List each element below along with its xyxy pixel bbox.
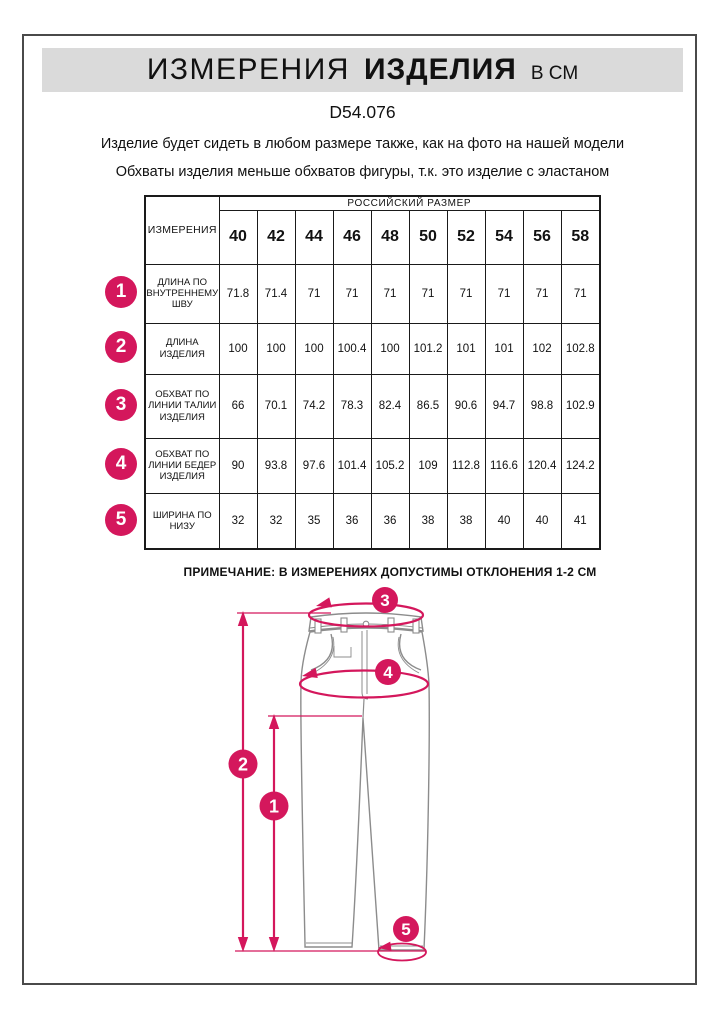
value-cell: 100 (295, 323, 333, 374)
row-number-badge-1: 1 (105, 276, 137, 308)
title-product: ИЗДЕЛИЯ (363, 53, 517, 86)
size-header: 56 (523, 210, 561, 264)
value-cell: 102 (523, 323, 561, 374)
value-cell: 35 (295, 493, 333, 549)
size-measurements-table (144, 195, 601, 550)
arrow-icon (238, 937, 248, 952)
page-title (42, 48, 683, 92)
callout-2: 2 (237, 754, 249, 775)
value-cell: 71 (485, 264, 523, 323)
size-header: 44 (295, 210, 333, 264)
row-label: ДЛИНА ИЗДЕЛИЯ (145, 323, 219, 374)
value-cell: 78.3 (333, 374, 371, 438)
value-cell: 100.4 (333, 323, 371, 374)
value-cell: 71.8 (219, 264, 257, 323)
value-cell: 101.4 (333, 438, 371, 493)
row-number-badge-4: 4 (105, 448, 137, 480)
value-cell: 116.6 (485, 438, 523, 493)
row-number-badge-5: 5 (105, 504, 137, 536)
value-cell: 71 (561, 264, 600, 323)
callout-5: 5 (401, 920, 411, 939)
value-cell: 98.8 (523, 374, 561, 438)
value-cell: 100 (257, 323, 295, 374)
value-cell: 71 (447, 264, 485, 323)
callout-3: 3 (380, 591, 390, 610)
measurements-column-header: ИЗМЕРЕНИЯ (145, 196, 219, 264)
value-cell: 40 (523, 493, 561, 549)
value-cell: 66 (219, 374, 257, 438)
row-label: ШИРИНА ПО НИЗУ (145, 493, 219, 549)
size-header: 54 (485, 210, 523, 264)
value-cell: 101 (485, 323, 523, 374)
size-header: 46 (333, 210, 371, 264)
value-cell: 71 (409, 264, 447, 323)
row-number-badge-2: 2 (105, 331, 137, 363)
value-cell: 71 (333, 264, 371, 323)
description-line-2: Обхваты изделия меньше обхватов фигуры, т.к. это изделие с эластаном (115, 164, 610, 180)
value-cell: 100 (371, 323, 409, 374)
size-header: 42 (257, 210, 295, 264)
value-cell: 90.6 (447, 374, 485, 438)
value-cell: 36 (371, 493, 409, 549)
product-code: D54.076 (329, 102, 396, 122)
value-cell: 86.5 (409, 374, 447, 438)
value-cell: 41 (561, 493, 600, 549)
value-cell: 97.6 (295, 438, 333, 493)
size-header: 50 (409, 210, 447, 264)
value-cell: 100 (219, 323, 257, 374)
value-cell: 94.7 (485, 374, 523, 438)
value-cell: 120.4 (523, 438, 561, 493)
value-cell: 102.8 (561, 323, 600, 374)
value-cell: 93.8 (257, 438, 295, 493)
value-cell: 32 (219, 493, 257, 549)
row-label: ДЛИНА ПО ВНУТРЕННЕМУ ШВУ (145, 264, 219, 323)
size-header: 58 (561, 210, 600, 264)
value-cell: 102.9 (561, 374, 600, 438)
table-row (145, 374, 600, 438)
value-cell: 112.8 (447, 438, 485, 493)
size-header: 40 (219, 210, 257, 264)
value-cell: 109 (409, 438, 447, 493)
value-cell: 74.2 (295, 374, 333, 438)
table-row (145, 493, 600, 549)
trousers-drawing (301, 613, 429, 950)
size-header: 52 (447, 210, 485, 264)
value-cell: 38 (409, 493, 447, 549)
value-cell: 105.2 (371, 438, 409, 493)
value-cell: 32 (257, 493, 295, 549)
value-cell: 70.1 (257, 374, 295, 438)
table-header-group-row (145, 196, 600, 210)
value-cell: 124.2 (561, 438, 600, 493)
row-label: ОБХВАТ ПО ЛИНИИ БЕДЕР ИЗДЕЛИЯ (145, 438, 219, 493)
russian-size-header: РОССИЙСКИЙ РАЗМЕР (219, 196, 600, 210)
note-text: ПРИМЕЧАНИЕ: В ИЗМЕРЕНИЯХ ДОПУСТИМЫ ОТКЛОНЕНИЯ 1-2 СМ (183, 565, 597, 579)
arrow-icon (269, 937, 279, 952)
table-row (145, 323, 600, 374)
value-cell: 71.4 (257, 264, 295, 323)
row-number-badge-3: 3 (105, 389, 137, 421)
value-cell: 71 (523, 264, 561, 323)
trousers-measurement-diagram (170, 585, 520, 990)
callout-4: 4 (383, 663, 393, 682)
row-label: ОБХВАТ ПО ЛИНИИ ТАЛИИ ИЗДЕЛИЯ (145, 374, 219, 438)
title-unit: В СМ (530, 63, 579, 84)
size-header: 48 (371, 210, 409, 264)
description-line-1: Изделие будет сидеть в любом размере также, как на фото на нашей модели (100, 136, 625, 152)
value-cell: 101.2 (409, 323, 447, 374)
value-cell: 36 (333, 493, 371, 549)
value-cell: 71 (295, 264, 333, 323)
title-measurements: ИЗМЕРЕНИЯ (146, 53, 350, 86)
value-cell: 40 (485, 493, 523, 549)
callout-1: 1 (268, 796, 280, 817)
value-cell: 38 (447, 493, 485, 549)
value-cell: 82.4 (371, 374, 409, 438)
table-row (145, 438, 600, 493)
value-cell: 101 (447, 323, 485, 374)
table-row (145, 264, 600, 323)
value-cell: 90 (219, 438, 257, 493)
value-cell: 71 (371, 264, 409, 323)
